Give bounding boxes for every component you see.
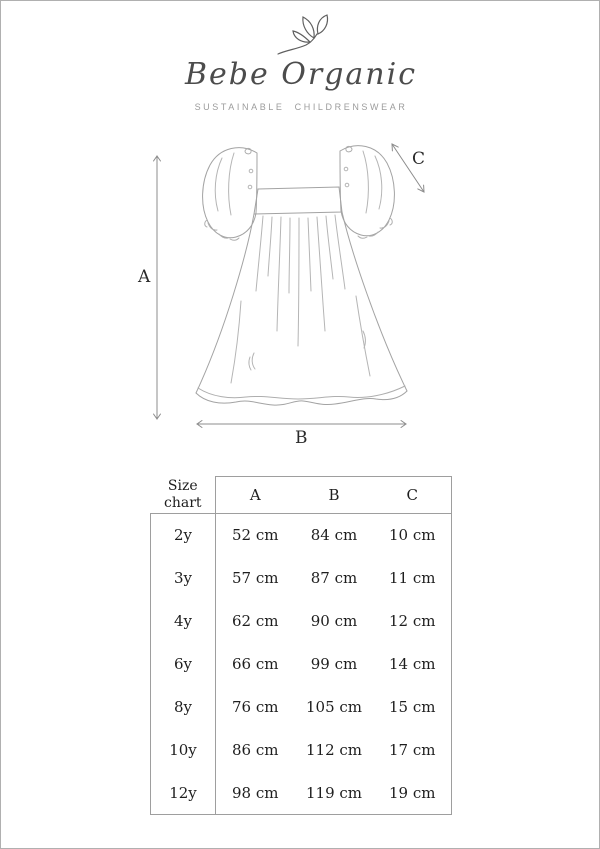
measurement-b: 84 cm: [310, 526, 358, 545]
measurement-b: 112 cm: [305, 741, 363, 759]
column-header-a: A: [216, 477, 295, 514]
table-row-2y: [151, 514, 452, 557]
measurement-b: 90 cm: [310, 612, 358, 630]
measurement-a: 62 cm: [232, 612, 279, 630]
size-chart-table: [150, 476, 452, 815]
measurement-c: 17 cm: [374, 729, 452, 772]
table-row-10y: [151, 729, 452, 772]
measurement-a: 86 cm: [232, 741, 279, 759]
size-label: 4y: [151, 600, 216, 643]
brand-name: Bebe Organic: [184, 57, 418, 92]
size-label: 2y: [151, 514, 216, 557]
table-row-3y: [151, 557, 452, 600]
measurement-b: 119 cm: [295, 772, 374, 815]
measurement-c: 12 cm: [374, 600, 452, 643]
size-label: 10y: [151, 729, 216, 772]
measurement-a: 52 cm: [232, 526, 279, 545]
table-row-4y: [151, 600, 452, 643]
size-chart-header-row: [151, 477, 452, 514]
measurement-a: 98 cm: [216, 772, 295, 815]
size-label: 8y: [151, 686, 216, 729]
measure-label-c: C: [412, 149, 426, 169]
size-chart-corner-cell: [151, 477, 216, 514]
measurement-c: 15 cm: [374, 686, 452, 729]
measurement-a: 57 cm: [232, 569, 279, 587]
table-row-12y: [151, 772, 452, 815]
measurement-c: 11 cm: [374, 557, 452, 600]
measure-label-b: B: [295, 428, 308, 448]
size-label: 6y: [151, 643, 216, 686]
measurement-b: 105 cm: [305, 698, 363, 716]
measurement-c: 14 cm: [374, 643, 452, 686]
size-label: 12y: [151, 772, 216, 815]
size-label: 3y: [151, 557, 216, 600]
measurement-a: 66 cm: [232, 655, 279, 673]
measure-label-a: A: [138, 267, 151, 287]
measurement-b: 99 cm: [310, 655, 358, 673]
table-row-6y: [151, 643, 452, 686]
measure-arrow-b: [197, 421, 406, 428]
size-chart-corner-label: Size chart: [163, 477, 202, 511]
column-header-c: C: [374, 477, 452, 514]
measurement-c: 19 cm: [374, 772, 452, 815]
measurement-c: 10 cm: [374, 514, 452, 557]
measurement-b: 87 cm: [310, 569, 358, 587]
table-row-8y: [151, 686, 452, 729]
column-header-b: B: [295, 477, 374, 514]
dress-line-art: [196, 146, 407, 405]
measurement-a: 76 cm: [232, 698, 279, 716]
measure-arrow-a: [154, 156, 161, 419]
brand-tagline: SUSTAINABLE CHILDRENSWEAR: [194, 102, 408, 112]
